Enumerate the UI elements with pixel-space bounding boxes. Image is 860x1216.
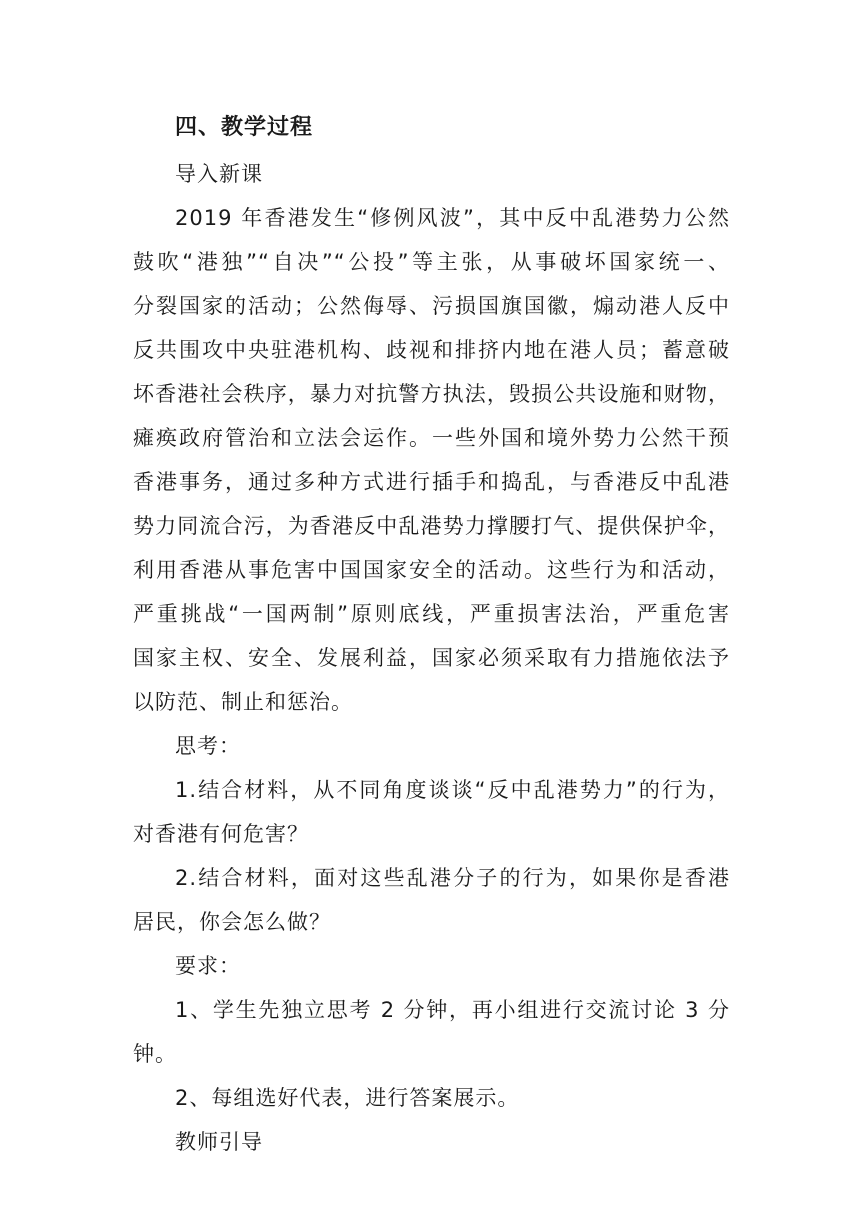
material-line: 鼓吹“港独”“自决”“公投”等主张，从事破坏国家统一、 — [133, 250, 730, 274]
material-line: 利用香港从事危害中国国家安全的活动。这些行为和活动， — [133, 558, 730, 582]
material-line: 2019 年香港发生“修例风波”，其中反中乱港势力公然 — [175, 206, 730, 230]
material-line: 坏香港社会秩序，暴力对抗警方执法，毁损公共设施和财物， — [133, 382, 730, 406]
think-label: 思考： — [175, 734, 241, 758]
question-1-line: 1.结合材料，从不同角度谈谈“反中乱港势力”的行为， — [175, 778, 730, 802]
material-line: 分裂国家的活动；公然侮辱、污损国旗国徽，煽动港人反中 — [133, 294, 730, 318]
material-line: 国家主权、安全、发展利益，国家必须采取有力措施依法予 — [133, 646, 730, 670]
requirement-1-line: 1、学生先独立思考 2 分钟，再小组进行交流讨论 3 分 — [175, 998, 730, 1022]
material-line: 以防范、制止和惩治。 — [133, 690, 353, 714]
section-heading: 四、教学过程 — [175, 115, 314, 140]
material-line: 严重挑战“一国两制”原则底线，严重损害法治，严重危害 — [133, 602, 730, 626]
material-line: 瘫痪政府管治和立法会运作。一些外国和境外势力公然干预 — [133, 426, 730, 450]
teacher-label: 教师引导 — [175, 1130, 263, 1154]
material-line: 反共围攻中央驻港机构、歧视和排挤内地在港人员；蓄意破 — [133, 338, 730, 362]
requirement-1-line: 钟。 — [133, 1042, 177, 1066]
material-line: 香港事务，通过多种方式进行插手和捣乱，与香港反中乱港 — [133, 470, 730, 494]
requirement-label: 要求： — [175, 954, 241, 978]
requirement-2: 2、每组选好代表，进行答案展示。 — [175, 1086, 520, 1110]
question-1-line: 对香港有何危害？ — [133, 822, 309, 846]
question-2-line: 居民，你会怎么做？ — [133, 910, 331, 934]
question-2-line: 2.结合材料，面对这些乱港分子的行为，如果你是香港 — [175, 866, 730, 890]
intro-label: 导入新课 — [175, 162, 263, 186]
material-line: 势力同流合污，为香港反中乱港势力撑腰打气、提供保护伞， — [133, 514, 730, 538]
